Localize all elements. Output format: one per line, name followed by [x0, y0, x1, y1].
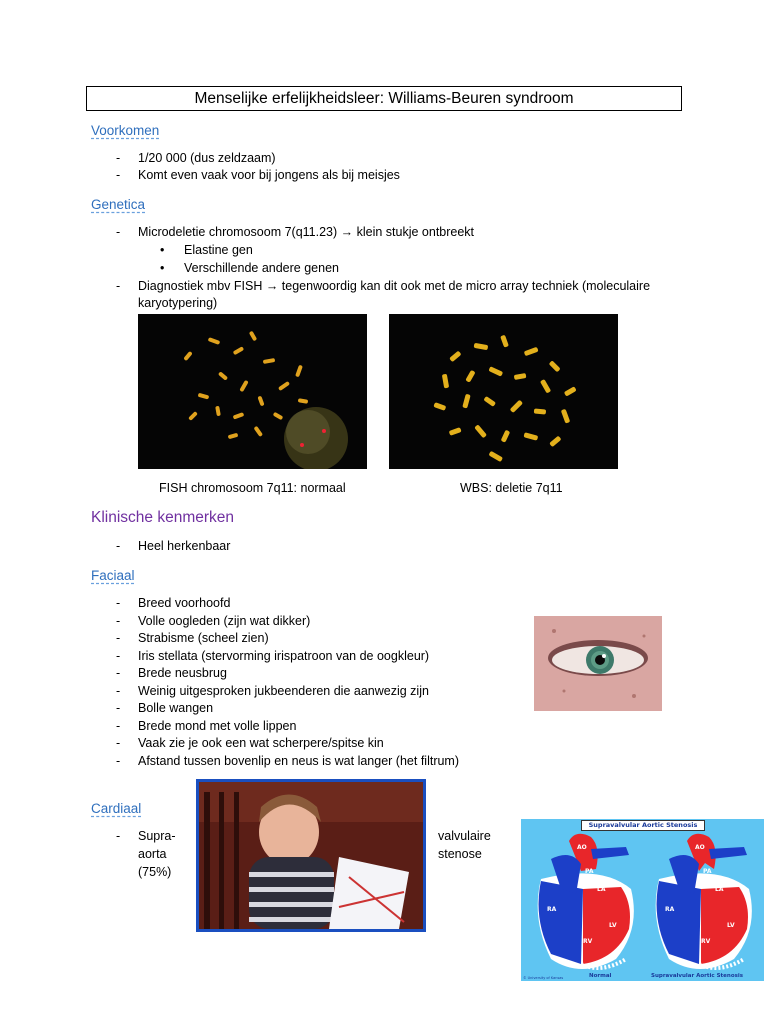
label-ra-right: RA — [665, 906, 675, 913]
list-bullet: • — [160, 261, 165, 275]
heart-copyright: © University of Kansas — [523, 976, 564, 980]
sub-list-item: Elastine gen — [184, 243, 253, 257]
cardiaal-text-right-1: valvulaire — [438, 829, 491, 843]
label-la-left: LA — [597, 886, 606, 893]
eye-photo — [534, 616, 662, 711]
list-dash: - — [116, 539, 121, 553]
heart-label-stenosis: Supravalvular Aortic Stenosis — [651, 973, 744, 979]
voorkomen-list — [0, 150, 768, 190]
list-item: Weinig uitgesproken jukbeenderen die aanwezig zijn — [138, 683, 429, 698]
list-item: Bolle wangen — [138, 701, 214, 715]
list-dash: - — [116, 753, 121, 768]
list-dash: - — [116, 596, 121, 610]
genetica-list — [0, 224, 768, 314]
label-pa-left: PA — [585, 868, 594, 875]
cardiaal-text-left-2: aorta — [138, 847, 167, 861]
heading-voorkomen: Voorkomen — [91, 123, 160, 138]
list-dash: - — [116, 829, 121, 843]
list-dash: - — [116, 225, 121, 239]
list-item: 1/20 000 (dus zeldzaam) — [138, 151, 276, 165]
caption-fish-deletion: WBS: deletie 7q11 — [460, 481, 563, 495]
label-ao-left: AO — [577, 844, 587, 851]
label-lv-left: LV — [609, 922, 617, 929]
heart-diagram-graphic — [521, 819, 764, 981]
list-item: Breed voorhoofd — [138, 596, 231, 610]
list-dash: - — [116, 613, 121, 628]
heading-faciaal: Faciaal — [91, 568, 135, 583]
list-dash: - — [116, 168, 121, 182]
list-dash: - — [116, 631, 121, 645]
label-rv-right: RV — [701, 938, 711, 945]
list-item: Afstand tussen bovenlip en neus is wat langer (het filtrum) — [138, 753, 460, 768]
fish-deletion-image — [389, 314, 618, 469]
fish-normal-image — [138, 314, 367, 469]
list-dash: - — [116, 718, 121, 733]
list-bullet: • — [160, 243, 165, 257]
iris-stellata-graphic — [534, 616, 662, 711]
page-title: Menselijke erfelijkheidsleer: Williams-Beuren syndroom — [86, 86, 682, 111]
label-la-right: LA — [715, 886, 724, 893]
list-dash: - — [116, 151, 121, 165]
list-item: Diagnostiek mbv FISH → tegenwoordig kan dit ook met de micro array techniek (moleculaire — [138, 279, 651, 293]
list-item-continuation: karyotypering) — [138, 296, 218, 310]
list-dash: - — [116, 648, 121, 663]
heart-label-normal: Normal — [589, 973, 612, 979]
caption-fish-normal: FISH chromosoom 7q11: normaal — [159, 481, 346, 495]
label-ra-left: RA — [547, 906, 557, 913]
list-item: Microdeletie chromosoom 7(q11.23) → klein stukje ontbreekt — [138, 225, 475, 239]
chromosome-spread-deletion-graphic — [389, 314, 618, 469]
list-item: Brede mond met volle lippen — [138, 718, 297, 733]
label-lv-right: LV — [727, 922, 735, 929]
heading-klinische-kenmerken: Klinische kenmerken — [91, 509, 235, 526]
label-ao-right: AO — [695, 844, 705, 851]
list-item: Heel herkenbaar — [138, 539, 231, 553]
list-dash: - — [116, 666, 121, 680]
list-item: Komt even vaak voor bij jongens als bij meisjes — [138, 168, 400, 182]
list-item: Vaak zie je ook een wat scherpere/spitse kin — [138, 736, 384, 750]
sub-list-item: Verschillende andere genen — [184, 261, 339, 275]
heading-cardiaal: Cardiaal — [91, 801, 142, 816]
cardiaal-text-right-2: stenose — [438, 847, 482, 861]
list-item: Brede neusbrug — [138, 666, 227, 680]
cardiaal-text — [0, 828, 500, 888]
list-item: Iris stellata (stervorming irispatroon van de oogkleur) — [138, 648, 430, 663]
chromosome-spread-normal-graphic — [138, 314, 367, 469]
label-rv-left: RV — [583, 938, 593, 945]
list-dash: - — [116, 736, 121, 750]
list-dash: - — [116, 701, 121, 715]
heart-diagram-title: Supravalvular Aortic Stenosis — [581, 820, 705, 831]
list-item: Volle oogleden (zijn wat dikker) — [138, 613, 311, 628]
heading-genetica: Genetica — [91, 197, 146, 212]
cardiaal-text-left-3: (75%) — [138, 865, 172, 879]
list-dash: - — [116, 683, 121, 698]
list-item: Strabisme (scheel zien) — [138, 631, 269, 645]
cardiaal-text-left-1: Supra- — [138, 829, 176, 843]
heart-diagram — [521, 819, 764, 981]
list-dash: - — [116, 279, 121, 293]
klinisch-list — [0, 538, 768, 558]
label-pa-right: PA — [703, 868, 712, 875]
